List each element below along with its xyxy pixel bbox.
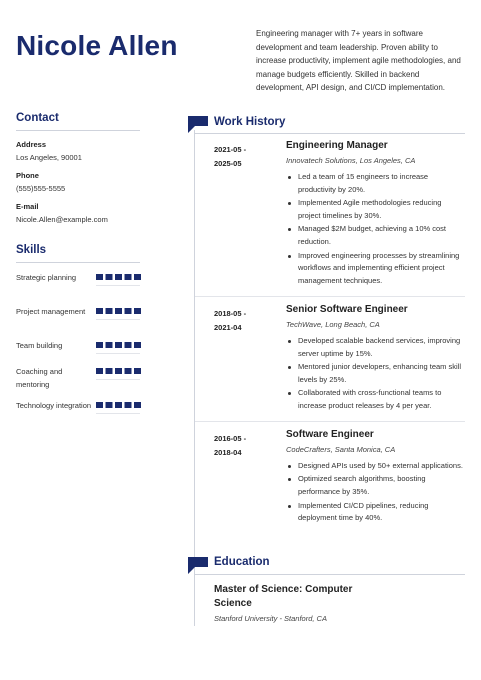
job-details — [286, 429, 466, 526]
job-bullet: Implemented Agile methodologies reducing project timelines by 30%. — [286, 197, 466, 223]
education-divider — [195, 574, 465, 575]
skill-divider — [96, 353, 140, 354]
skill-level-square — [96, 342, 103, 348]
skill-level-square — [125, 308, 132, 314]
skill-rating — [96, 402, 142, 408]
skill-level-square — [106, 402, 113, 408]
job-divider — [195, 296, 465, 297]
skill-item — [16, 340, 140, 352]
skill-level-square — [125, 342, 132, 348]
work-history-heading: Work History — [214, 116, 286, 128]
job-bullet: Improved engineering processes by streamlining workflows and implementing efficient project management techniques. — [286, 250, 466, 288]
contact-value: Nicole.Allen@example.com — [16, 215, 108, 224]
job-title: Software Engineer — [286, 429, 374, 440]
job-entry — [195, 140, 465, 300]
skills-heading: Skills — [16, 244, 47, 256]
skill-level-square — [96, 368, 103, 374]
job-company: CodeCrafters, Santa Monica, CA — [286, 445, 396, 454]
job-title: Senior Software Engineer — [286, 304, 408, 315]
job-bullet: Mentored junior developers, enhancing team skill levels by 25%. — [286, 361, 466, 387]
skill-label: Technology integration — [16, 401, 92, 410]
skill-level-square — [134, 342, 141, 348]
skill-level-square — [106, 368, 113, 374]
skill-label: Strategic planning — [16, 273, 77, 282]
skill-rating — [96, 368, 142, 374]
job-start-date: 2018-05 - — [214, 309, 247, 318]
education-heading: Education — [214, 556, 270, 568]
skills-divider — [16, 262, 140, 263]
contact-label: Address — [16, 140, 47, 149]
skill-divider — [96, 285, 140, 286]
skill-level-square — [115, 402, 122, 408]
skill-level-square — [115, 368, 122, 374]
job-bullet: Managed $2M budget, achieving a 10% cost reduction. — [286, 223, 466, 249]
skill-item — [16, 272, 140, 292]
job-bullets — [286, 171, 466, 288]
job-company: TechWave, Long Beach, CA — [286, 320, 380, 329]
skill-level-square — [106, 342, 113, 348]
skill-level-square — [96, 402, 103, 408]
job-bullets — [286, 460, 466, 525]
contact-label: E-mail — [16, 202, 39, 211]
skill-label: Project management — [16, 307, 86, 316]
skill-level-square — [134, 368, 141, 374]
education-degree: Master of Science: Computer Science — [214, 584, 353, 609]
job-details — [286, 304, 466, 414]
skill-rating — [96, 342, 142, 348]
skill-level-square — [125, 274, 132, 280]
professional-summary: Engineering manager with 7+ years in software development and team leadership. Proven ability to increase productivity, implement agile methodologies, and manage budgets efficiently. Skilled in backend development, API design, and CI/CD implementation. — [256, 29, 461, 92]
skill-level-square — [96, 308, 103, 314]
contact-divider — [16, 130, 140, 131]
skill-level-square — [96, 274, 103, 280]
job-end-date: 2018-04 — [214, 448, 242, 457]
candidate-name: Nicole Allen — [16, 30, 178, 61]
skill-divider — [96, 379, 140, 380]
job-bullets — [286, 335, 466, 413]
job-bullet: Implemented CI/CD pipelines, reducing deployment time by 40%. — [286, 500, 466, 526]
skill-divider — [96, 413, 140, 414]
job-company: Innovatech Solutions, Los Angeles, CA — [286, 156, 416, 165]
skill-level-square — [106, 274, 113, 280]
skill-divider — [96, 319, 140, 320]
contact-value: Los Angeles, 90001 — [16, 153, 82, 162]
left-column — [16, 112, 140, 434]
skill-label: Coaching and mentoring — [16, 367, 63, 389]
skill-level-square — [134, 402, 141, 408]
job-bullet: Collaborated with cross-functional teams to increase product releases by 4 per year. — [286, 387, 466, 413]
job-start-date: 2021-05 - — [214, 145, 247, 154]
skill-item — [16, 366, 140, 389]
job-title: Engineering Manager — [286, 140, 388, 151]
skill-level-square — [115, 308, 122, 314]
job-details — [286, 140, 466, 289]
contact-label: Phone — [16, 171, 39, 180]
education-school: Stanford University - Stanford, CA — [214, 614, 327, 623]
skill-rating — [96, 308, 142, 314]
skill-item — [16, 400, 140, 420]
job-bullet: Led a team of 15 engineers to increase productivity by 20%. — [286, 171, 466, 197]
job-start-date: 2016-05 - — [214, 434, 247, 443]
section-flag-icon — [188, 557, 208, 574]
skill-level-square — [106, 308, 113, 314]
skill-rating — [96, 274, 142, 280]
job-bullet: Optimized search algorithms, boosting performance by 35%. — [286, 473, 466, 499]
contact-phone — [16, 171, 140, 193]
skill-item — [16, 306, 140, 326]
contact-value: (555)555-5555 — [16, 184, 66, 193]
work-history-divider — [195, 133, 465, 134]
section-flag-icon — [188, 116, 208, 133]
contact-address — [16, 140, 140, 162]
contact-email — [16, 202, 140, 224]
skill-level-square — [115, 342, 122, 348]
job-dates — [214, 307, 246, 335]
job-entry — [195, 429, 465, 549]
job-divider — [195, 421, 465, 422]
skill-level-square — [125, 368, 132, 374]
skill-level-square — [125, 402, 132, 408]
job-end-date: 2025-05 — [214, 159, 242, 168]
skill-level-square — [115, 274, 122, 280]
job-bullet: Developed scalable backend services, improving server uptime by 15%. — [286, 335, 466, 361]
skill-level-square — [134, 308, 141, 314]
job-end-date: 2021-04 — [214, 323, 242, 332]
contact-heading: Contact — [16, 112, 59, 124]
job-dates — [214, 143, 246, 171]
skills-list — [16, 272, 140, 420]
job-dates — [214, 432, 246, 460]
job-entry — [195, 304, 465, 424]
skill-level-square — [134, 274, 141, 280]
job-bullet: Designed APIs used by 50+ external applications. — [286, 460, 466, 473]
skill-label: Team building — [16, 341, 63, 350]
